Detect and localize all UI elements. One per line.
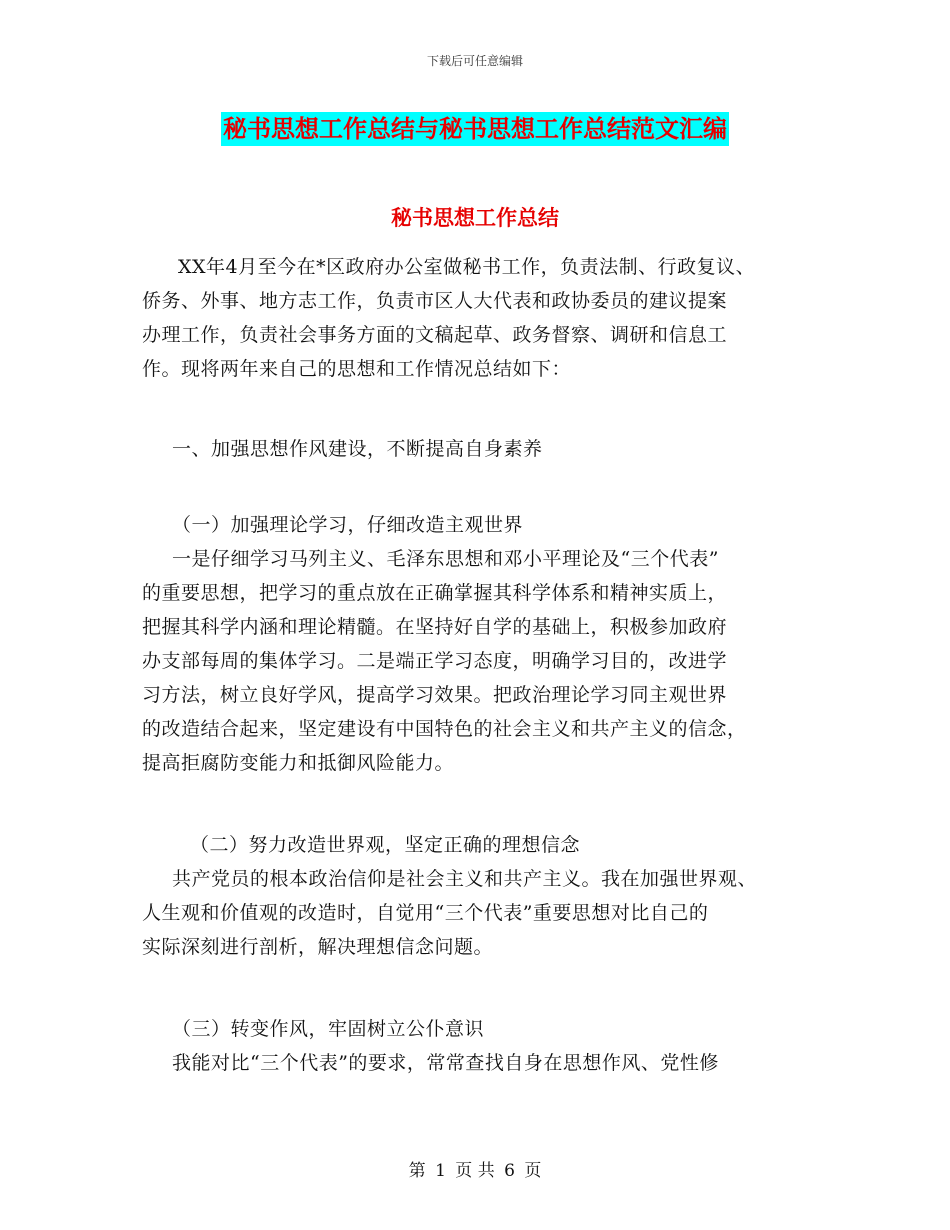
document-title: 秘书思想工作总结与秘书思想工作总结范文汇编 xyxy=(221,112,729,146)
paragraph-line: 共产党员的根本政治信仰是社会主义和共产主义。我在加强世界观、 xyxy=(172,868,758,890)
document-title-wrap xyxy=(0,112,950,146)
paragraph-line: 办支部每周的集体学习。二是端正学习态度，明确学习目的，改进学 xyxy=(142,650,728,672)
paragraph-line: 作。现将两年来自己的思想和工作情况总结如下： xyxy=(142,358,572,380)
paragraph-line: 一是仔细学习马列主义、毛泽东思想和邓小平理论及“三个代表” xyxy=(172,548,719,570)
paragraph-line: 的重要思想，把学习的重点放在正确掌握其科学体系和精神实质上， xyxy=(142,582,728,604)
footer-prefix: 第 xyxy=(408,1161,426,1181)
section-title: 秘书思想工作总结 xyxy=(391,206,559,230)
heading-level-1: 一、加强思想作风建设，不断提高自身素养 xyxy=(172,438,543,460)
heading-level-2: （二）努力改造世界观，坚定正确的理想信念 xyxy=(190,834,581,856)
heading-level-2: （一）加强理论学习，仔细改造主观世界 xyxy=(172,514,524,536)
paragraph-line: 习方法，树立良好学风，提高学习效果。把政治理论学习同主观世界 xyxy=(142,684,728,706)
paragraph-line: 侨务、外事、地方志工作，负责市区人大代表和政协委员的建议提案 xyxy=(142,290,728,312)
paragraph-line: 实际深刻进行剖析，解决理想信念问题。 xyxy=(142,936,494,958)
paragraph-line: 把握其科学内涵和理论精髓。在坚持好自学的基础上，积极参加政府 xyxy=(142,616,728,638)
footer-page-number: 1 xyxy=(435,1161,446,1181)
page-footer xyxy=(0,1156,950,1181)
footer-suffix: 页 xyxy=(524,1161,542,1181)
heading-level-2: （三）转变作风，牢固树立公仆意识 xyxy=(172,1018,485,1040)
footer-mid: 页 共 xyxy=(455,1161,495,1181)
header-note: 下载后可任意编辑 xyxy=(426,54,523,68)
paragraph-line: 的改造结合起来，坚定建设有中国特色的社会主义和共产主义的信念， xyxy=(142,718,747,740)
paragraph-line: 我能对比“三个代表”的要求，常常查找自身在思想作风、党性修 xyxy=(172,1052,719,1074)
paragraph-line: 办理工作，负责社会事务方面的文稿起草、政务督察、调研和信息工 xyxy=(142,324,728,346)
paragraph-line: XX年4月至今在*区政府办公室做秘书工作，负责法制、行政复议、 xyxy=(178,256,756,278)
paragraph-line: 提高拒腐防变能力和抵御风险能力。 xyxy=(142,752,455,774)
paragraph-line: 人生观和价值观的改造时，自觉用“三个代表”重要思想对比自己的 xyxy=(142,902,709,924)
footer-total-pages: 6 xyxy=(504,1161,515,1181)
